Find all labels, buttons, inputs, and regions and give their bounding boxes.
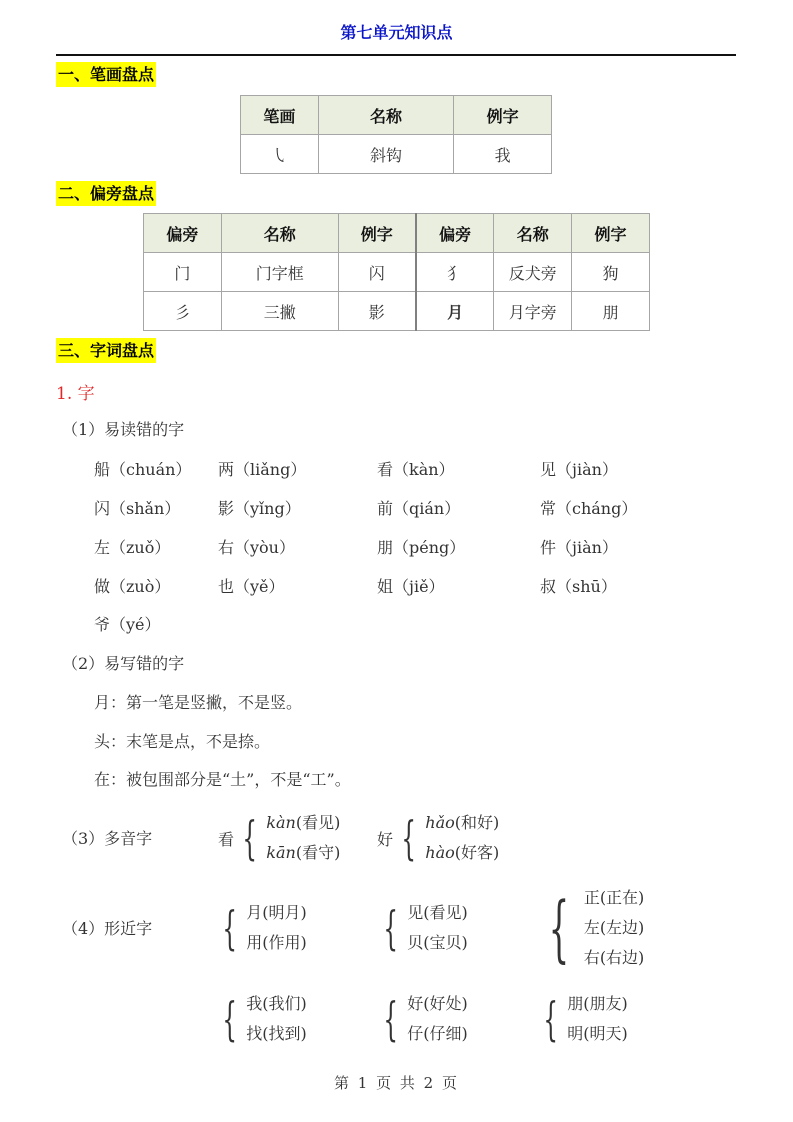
pinyin: hào xyxy=(425,843,455,862)
table-header: 例字 xyxy=(572,214,650,253)
table-row xyxy=(144,292,650,331)
similar-char-entry: 见(看见) xyxy=(407,903,468,922)
pinyin-entry: 做（zuò） xyxy=(94,577,171,596)
similar-char-entry: 我(我们) xyxy=(246,994,307,1013)
pinyin-entry: 见（jiàn） xyxy=(540,460,618,479)
table-header: 偏旁 xyxy=(416,214,494,253)
table-cell: 反犬旁 xyxy=(494,253,572,292)
similar-char-entry: 朋(朋友) xyxy=(567,994,628,1013)
table-header: 名称 xyxy=(494,214,572,253)
writing-note: 月：第一笔是竖撇，不是竖。 xyxy=(94,693,303,712)
radicals-table xyxy=(143,213,650,331)
pinyin-row xyxy=(94,457,734,481)
similar-char-entry: 左(左边) xyxy=(583,918,645,937)
table-cell: 我 xyxy=(454,135,552,174)
brace-icon: { xyxy=(222,992,237,1046)
similar-char-group xyxy=(536,989,628,1049)
strokes-table xyxy=(240,95,552,174)
item-heading-similar-chars: （4）形近字 xyxy=(62,919,153,938)
pinyin-entry: 常（cháng） xyxy=(540,499,638,518)
table-header: 名称 xyxy=(318,96,454,135)
similar-char-group xyxy=(376,989,468,1049)
pinyin-entry: 也（yě） xyxy=(218,577,285,596)
table-cell: 闪 xyxy=(338,253,416,292)
page-footer: 第 1 页 共 2 页 xyxy=(334,1074,459,1092)
pinyin: kān xyxy=(266,843,296,862)
pinyin-entry: 闪（shǎn） xyxy=(94,499,181,518)
table-cell: ㇂ xyxy=(241,135,319,174)
pinyin-row xyxy=(94,535,734,559)
similar-char-group xyxy=(215,898,307,958)
table-cell: 影 xyxy=(338,292,416,331)
similar-char-entry: 仔(仔细) xyxy=(407,1024,468,1043)
brace-icon: { xyxy=(383,992,398,1046)
table-header: 笔画 xyxy=(241,96,319,135)
similar-char-entry: 用(作用) xyxy=(246,933,307,952)
table-header: 名称 xyxy=(221,214,338,253)
table-header: 例字 xyxy=(454,96,552,135)
section-heading-vocabulary: 三、字词盘点 xyxy=(56,338,156,363)
pinyin: hǎo xyxy=(425,813,455,832)
table-cell: 三撇 xyxy=(221,292,338,331)
polyphone-group xyxy=(377,808,499,868)
brace-icon: { xyxy=(543,992,558,1046)
brace-icon: { xyxy=(222,901,237,955)
similar-char-entry: 右(右边) xyxy=(583,948,645,967)
table-header: 例字 xyxy=(338,214,416,253)
table-row xyxy=(241,135,552,174)
example-word: (和好) xyxy=(454,813,500,832)
pinyin-entry: 看（kàn） xyxy=(377,460,455,479)
table-cell: 月 xyxy=(416,292,494,331)
pinyin-entry: 船（chuán） xyxy=(94,460,192,479)
similar-char-group xyxy=(536,883,644,973)
pinyin-entry: 右（yòu） xyxy=(218,538,295,557)
pinyin-entry: 件（jiàn） xyxy=(540,538,618,557)
brace-icon: { xyxy=(383,901,398,955)
item-heading-misread: （1）易读错的字 xyxy=(62,420,185,439)
table-header: 偏旁 xyxy=(144,214,222,253)
example-word: (好客) xyxy=(454,843,500,862)
writing-note: 头：末笔是点，不是捺。 xyxy=(94,732,271,751)
table-cell: 狗 xyxy=(572,253,650,292)
table-cell: 犭 xyxy=(416,253,494,292)
table-cell: 月字旁 xyxy=(494,292,572,331)
pinyin-entry: 朋（péng） xyxy=(377,538,466,557)
table-cell: 朋 xyxy=(572,292,650,331)
section-heading-radicals: 二、偏旁盘点 xyxy=(56,181,156,206)
pinyin-entry: 叔（shū） xyxy=(540,577,617,596)
pinyin-row xyxy=(94,612,734,636)
pinyin-entry: 影（yǐng） xyxy=(218,499,301,518)
brace-icon: { xyxy=(548,886,570,970)
polyphone-char: 看 xyxy=(218,829,235,849)
pinyin-row xyxy=(94,496,734,520)
pinyin-entry: 两（liǎng） xyxy=(218,460,307,479)
pinyin-row xyxy=(94,574,734,598)
pinyin-entry: 姐（jiě） xyxy=(377,577,445,596)
title-divider xyxy=(56,54,736,56)
pinyin-entry: 左（zuǒ） xyxy=(94,538,171,557)
similar-char-group xyxy=(215,989,307,1049)
table-cell: 斜钩 xyxy=(318,135,454,174)
subsection-characters: 1. 字 xyxy=(56,384,95,404)
example-word: (看见) xyxy=(295,813,341,832)
similar-char-entry: 明(明天) xyxy=(567,1024,628,1043)
table-cell: 门 xyxy=(144,253,222,292)
document-title: 第七单元知识点 xyxy=(340,23,453,42)
similar-char-entry: 好(好处) xyxy=(407,994,468,1013)
table-cell: 门字框 xyxy=(221,253,338,292)
polyphone-group xyxy=(218,808,340,868)
polyphone-char: 好 xyxy=(377,829,394,849)
brace-icon: { xyxy=(401,811,416,865)
pinyin-entry: 爷（yé） xyxy=(94,615,161,634)
similar-char-entry: 月(明月) xyxy=(246,903,307,922)
brace-icon: { xyxy=(242,811,257,865)
similar-char-entry: 找(找到) xyxy=(246,1024,307,1043)
item-heading-polyphones: （3）多音字 xyxy=(62,829,153,848)
table-cell: 彡 xyxy=(144,292,222,331)
pinyin-entry: 前（qián） xyxy=(377,499,461,518)
similar-char-group xyxy=(376,898,468,958)
similar-char-entry: 贝(宝贝) xyxy=(407,933,468,952)
pinyin: kàn xyxy=(266,813,296,832)
writing-note: 在：被包围部分是“土”，不是“工”。 xyxy=(94,770,351,789)
item-heading-miswritten: （2）易写错的字 xyxy=(62,654,185,673)
section-heading-strokes: 一、笔画盘点 xyxy=(56,62,156,87)
table-row xyxy=(144,253,650,292)
example-word: (看守) xyxy=(295,843,341,862)
similar-char-entry: 正(正在) xyxy=(583,888,645,907)
